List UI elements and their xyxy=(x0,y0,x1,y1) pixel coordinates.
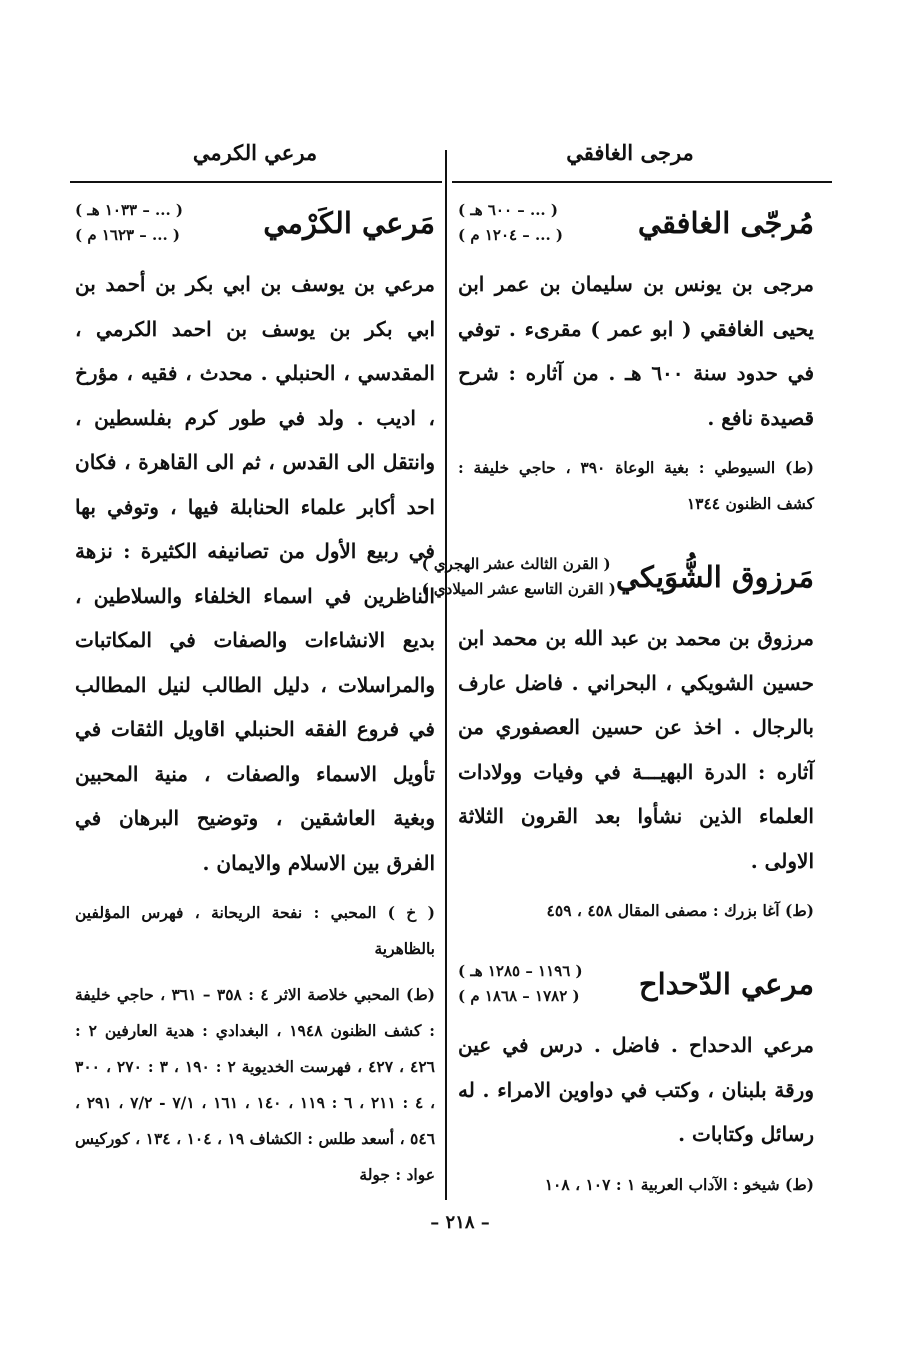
entry-references: (ط) شيخو : الآداب العربية ١ : ١٠٧ ، ١٠٨ xyxy=(544,1174,814,1194)
entry-name: مَرزوق الشُّوَيكي xyxy=(615,560,814,594)
entry-dates xyxy=(458,198,563,248)
dates-hijri: ( ... – ٦٠٠ هـ ) xyxy=(458,201,558,219)
header-rule-right xyxy=(452,181,832,183)
entry-dates xyxy=(422,552,616,602)
dates-hijri: ( ... – ١٠٣٣ هـ ) xyxy=(75,201,184,219)
running-head-left: مرعي الكرمي xyxy=(192,140,318,165)
entry-body: مرعي الدحداح . فاضل . درس في عين ورقة بلبنان ، وكتب في دواوين الامراء . له رسائل وكتابات . xyxy=(458,1033,814,1146)
entry-references: ( خ ) المحبي : نفحة الريحانة ، فهرس المؤلفين بالظاهرية xyxy=(75,903,435,958)
dates-gregorian: ( القرن التاسع عشر الميلادي ) xyxy=(421,580,616,598)
dates-hijri: ( القرن الثالث عشر الهجري ) xyxy=(421,555,611,573)
right-column xyxy=(421,190,814,1203)
entry-references: (ط) المحبي خلاصة الاثر ٤ : ٣٥٨ – ٣٦١ ، حاجي خليفة : كشف الظنون ١٩٤٨ ، البغدادي : هدية العارفين ٢ : ٤٢٦ ، ٤٢٧ ، فهرست الخديوية ٢ : ١٩٠ ، ٣ : ٢٧٠ ، ٣٠٠ ، ٤ : ٢١١ ، ٦ : ١١٩ ، ١٤٠ ، ١٦١ ، ٧/١ - ٧/٢ ، ٢٩١ ، ٥٤٦ ، أسعد طلس : الكشاف ١٩ ، ١٠٤ ، ١٣٤ ، كوركيس عواد : جولة xyxy=(75,985,436,1184)
entry-name: مرعي الدّحداح xyxy=(638,967,814,1001)
entry-body: مرجى بن يونس بن سليمان بن عمر ابن يحيى الغافقي ( ابو عمر ) مقرىء . توفي في حدود سنة ٦٠٠ هـ . من آثاره : شرح قصيدة نافع . xyxy=(458,272,814,430)
entry-heading xyxy=(75,192,435,254)
left-column xyxy=(75,190,435,1193)
entry-references: (ط) السيوطي : بغية الوعاة ٣٩٠ ، حاجي خليفة : كشف الظنون ١٣٤٤ xyxy=(458,458,814,513)
entry-body: مرزوق بن محمد بن عبد الله بن محمد ابن حسين الشويكي ، البحراني . فاضل عارف بالرجال . اخذ عن حسين العصفوري من آثاره : الدرة البهيـــة في وفيات وولادات العلماء الذين نشأوا بعد القرون الثلاثة الاولى . xyxy=(458,626,814,873)
entry-dates xyxy=(75,198,183,248)
header-rule-left xyxy=(70,181,442,183)
dates-hijri: ( ١١٩٦ – ١٢٨٥ هـ ) xyxy=(458,962,583,980)
entry-body: مرعي بن يوسف بن ابي بكر بن أحمد بن ابي بكر بن يوسف بن احمد الكرمي ، المقدسي ، الحنبلي . محدث ، فقيه ، مؤرخ ، اديب . ولد في طور كرم بفلسطين ، وانتقل الى القدس ، ثم الى القاهرة ، فكان احد أكابر علماء الحنابلة فيها ، وتوفي بها في ربيع الأول من تصانيفه الكثيرة : نزهة الناظرين في اسماء الخلفاء والسلاطين ، بديع الانشاءات والصفات في المكاتبات والمراسلات ، دليل الطالب لنيل المطالب في فروع الفقه الحنبلي اقاويل الثقات في تأويل الاسماء والصفات ، منية المحبين وبغية العاشقين ، وتوضيح البرهان في الفرق بين الاسلام والايمان . xyxy=(75,272,435,875)
column-divider xyxy=(445,150,447,1200)
entry-heading xyxy=(458,192,814,254)
entry-heading xyxy=(458,953,814,1015)
entry-dates xyxy=(458,959,583,1009)
page-number: – ٢١٨ – xyxy=(430,1212,490,1233)
running-head-right: مرجى الغافقي xyxy=(566,140,694,165)
entry-name: مَرعي الكَرْمي xyxy=(263,206,435,240)
dates-gregorian: ( ... – ١٦٢٣ م ) xyxy=(75,226,181,244)
entry-references: (ط) آغا بزرك : مصفى المقال ٤٥٨ ، ٤٥٩ xyxy=(546,901,814,920)
entry-name: مُرجّى الغافقي xyxy=(637,206,814,240)
entry-heading xyxy=(421,546,814,608)
dates-gregorian: ( ١٧٨٢ – ١٨٦٨ م ) xyxy=(458,987,580,1005)
dates-gregorian: ( ... – ١٢٠٤ م ) xyxy=(458,226,564,244)
